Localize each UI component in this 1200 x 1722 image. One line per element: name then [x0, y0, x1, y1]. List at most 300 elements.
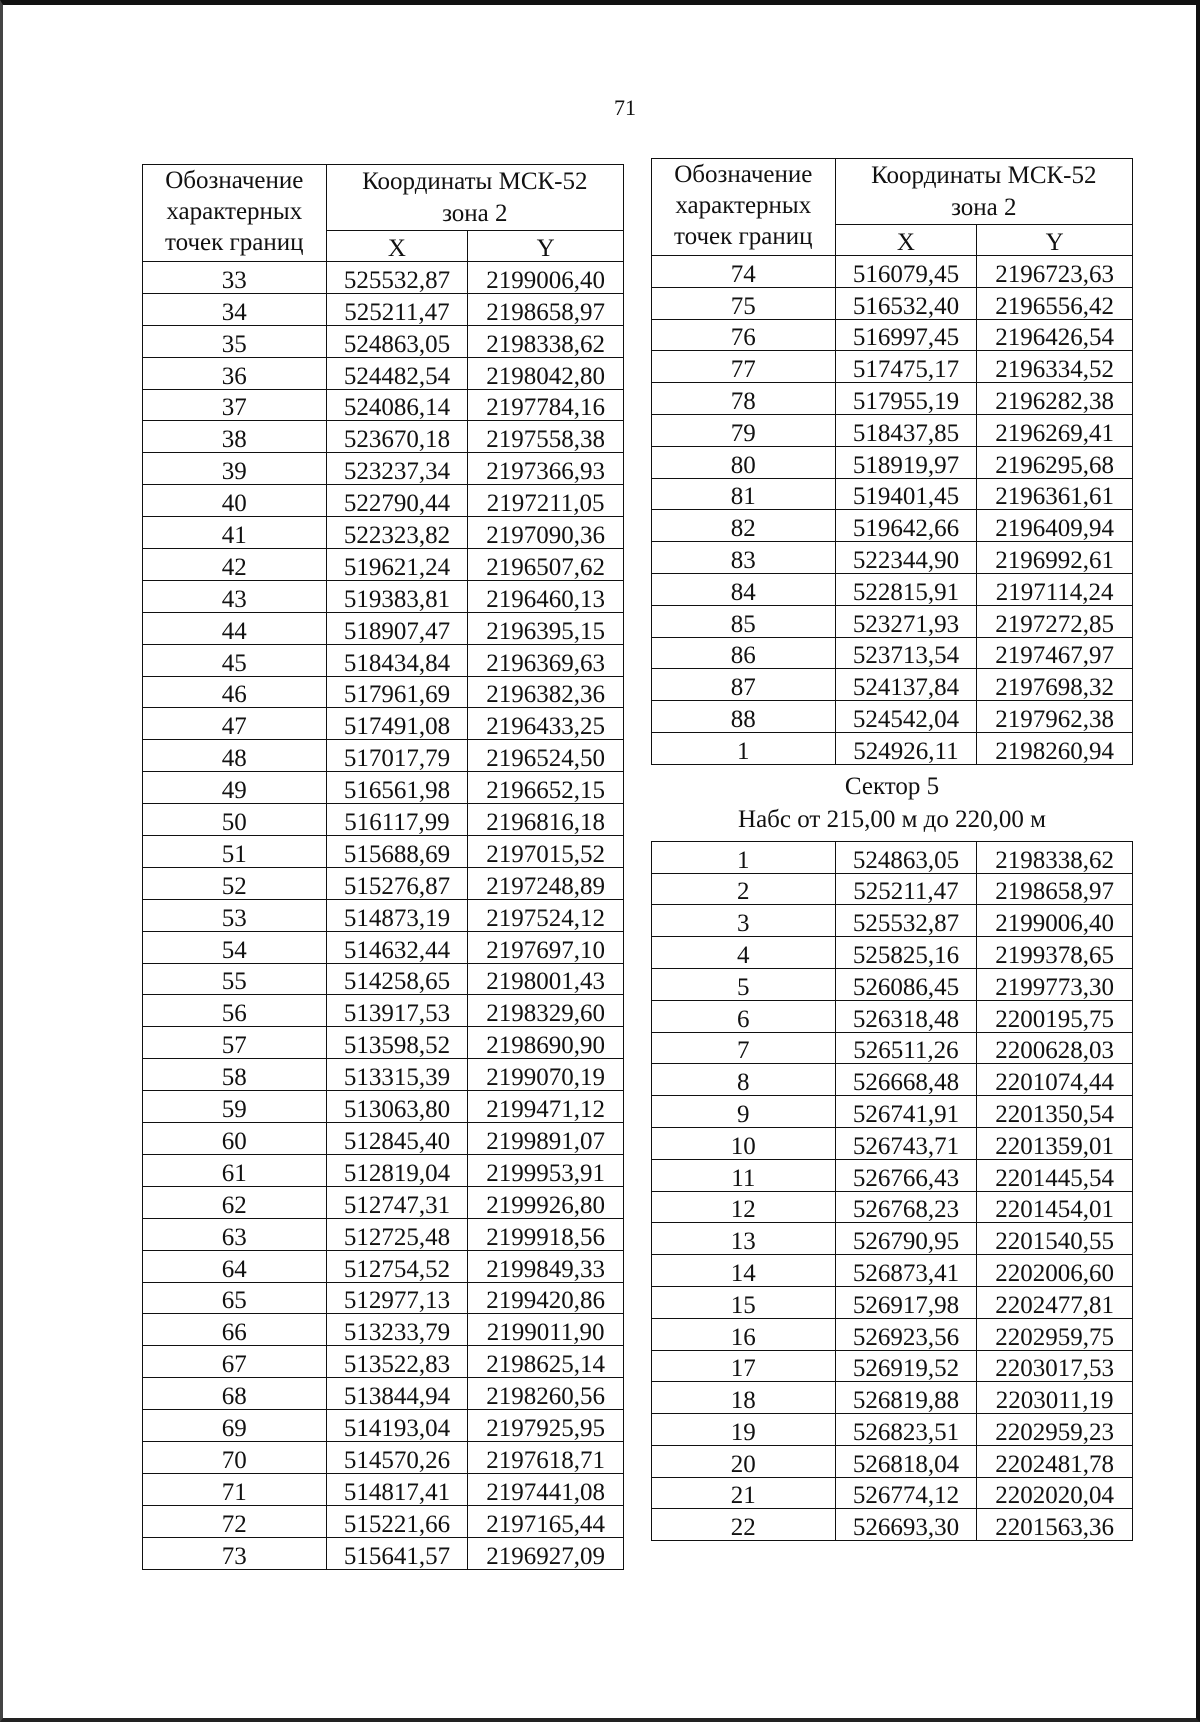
point-id-cell: 74 — [652, 256, 836, 288]
table-row — [652, 1318, 1133, 1350]
table-row — [652, 1191, 1133, 1223]
y-coordinate-cell: 2199011,90 — [468, 1314, 624, 1346]
point-id-cell: 42 — [143, 549, 327, 581]
x-coordinate-cell: 526923,56 — [835, 1318, 977, 1350]
x-coordinate-cell: 515221,66 — [326, 1505, 468, 1537]
x-coordinate-cell: 525532,87 — [835, 905, 977, 937]
y-coordinate-cell: 2197248,89 — [468, 867, 624, 899]
x-coordinate-cell: 519621,24 — [326, 549, 468, 581]
coordinates-table-right — [651, 158, 1133, 1541]
table-row — [652, 414, 1133, 446]
point-id-cell: 86 — [652, 637, 836, 669]
x-coordinate-cell: 514258,65 — [326, 963, 468, 995]
coords-column-header — [835, 159, 1132, 225]
y-coordinate-cell: 2201445,54 — [977, 1159, 1133, 1191]
sector-heading-row — [652, 764, 1133, 841]
table-row — [143, 1378, 624, 1410]
x-coordinate-cell: 526768,23 — [835, 1191, 977, 1223]
y-coordinate-cell: 2198329,60 — [468, 995, 624, 1027]
table-row — [143, 1059, 624, 1091]
point-id-cell: 34 — [143, 293, 327, 325]
point-id-cell: 6 — [652, 1000, 836, 1032]
y-coordinate-cell: 2196524,50 — [468, 740, 624, 772]
x-coordinate-cell: 515641,57 — [326, 1537, 468, 1569]
x-coordinate-cell: 526774,12 — [835, 1477, 977, 1509]
table-row — [652, 542, 1133, 574]
y-coordinate-cell: 2196334,52 — [977, 351, 1133, 383]
point-id-cell: 20 — [652, 1445, 836, 1477]
point-id-cell: 73 — [143, 1537, 327, 1569]
point-id-cell: 69 — [143, 1410, 327, 1442]
table-row — [652, 1445, 1133, 1477]
x-coordinate-cell: 526511,26 — [835, 1032, 977, 1064]
x-column-header: X — [326, 231, 468, 262]
table-row — [143, 676, 624, 708]
y-coordinate-cell: 2196409,94 — [977, 510, 1133, 542]
table-row — [652, 1127, 1133, 1159]
point-id-cell: 1 — [652, 732, 836, 764]
y-coordinate-cell: 2197698,32 — [977, 669, 1133, 701]
x-coordinate-cell: 516561,98 — [326, 772, 468, 804]
y-coordinate-cell: 2197962,38 — [977, 701, 1133, 733]
table-row — [143, 325, 624, 357]
y-coordinate-cell: 2201454,01 — [977, 1191, 1133, 1223]
point-id-cell: 36 — [143, 357, 327, 389]
y-coordinate-cell: 2196816,18 — [468, 804, 624, 836]
point-id-cell: 12 — [652, 1191, 836, 1223]
point-id-cell: 17 — [652, 1350, 836, 1382]
y-column-header: Y — [468, 231, 624, 262]
table-row — [143, 1282, 624, 1314]
y-coordinate-cell: 2202959,75 — [977, 1318, 1133, 1350]
table-row — [143, 262, 624, 294]
point-id-cell: 10 — [652, 1127, 836, 1159]
y-coordinate-cell: 2197165,44 — [468, 1505, 624, 1537]
x-coordinate-cell: 513063,80 — [326, 1091, 468, 1123]
point-id-cell: 8 — [652, 1064, 836, 1096]
x-coordinate-cell: 526819,88 — [835, 1382, 977, 1414]
x-coordinate-cell: 523670,18 — [326, 421, 468, 453]
y-coordinate-cell: 2197524,12 — [468, 899, 624, 931]
x-coordinate-cell: 522323,82 — [326, 517, 468, 549]
y-coordinate-cell: 2198625,14 — [468, 1346, 624, 1378]
x-coordinate-cell: 517017,79 — [326, 740, 468, 772]
y-coordinate-cell: 2196723,63 — [977, 256, 1133, 288]
y-coordinate-cell: 2201350,54 — [977, 1096, 1133, 1128]
y-coordinate-cell: 2199773,30 — [977, 968, 1133, 1000]
y-coordinate-cell: 2196460,13 — [468, 580, 624, 612]
x-coordinate-cell: 519401,45 — [835, 478, 977, 510]
coords-column-header — [326, 165, 623, 231]
table-row — [652, 1286, 1133, 1318]
point-id-cell: 5 — [652, 968, 836, 1000]
y-coordinate-cell: 2201540,55 — [977, 1223, 1133, 1255]
point-id-cell: 48 — [143, 740, 327, 772]
coords-header-line: Координаты МСК-52 — [362, 168, 588, 195]
point-id-cell: 39 — [143, 453, 327, 485]
point-id-cell: 52 — [143, 867, 327, 899]
y-coordinate-cell: 2198042,80 — [468, 357, 624, 389]
x-coordinate-cell: 523271,93 — [835, 605, 977, 637]
table-row — [143, 1091, 624, 1123]
y-coordinate-cell: 2197558,38 — [468, 421, 624, 453]
y-coordinate-cell: 2196433,25 — [468, 708, 624, 740]
x-coordinate-cell: 526693,30 — [835, 1509, 977, 1541]
coords-header-line: Координаты МСК-52 — [871, 162, 1097, 189]
x-coordinate-cell: 526919,52 — [835, 1350, 977, 1382]
point-id-cell: 81 — [652, 478, 836, 510]
sector-subtitle: Набс от 215,00 м до 220,00 м — [738, 805, 1046, 833]
point-id-cell: 64 — [143, 1250, 327, 1282]
sector-heading — [652, 764, 1133, 841]
y-coordinate-cell: 2196361,61 — [977, 478, 1133, 510]
x-coordinate-cell: 525211,47 — [326, 293, 468, 325]
x-coordinate-cell: 526743,71 — [835, 1127, 977, 1159]
y-coordinate-cell: 2199953,91 — [468, 1154, 624, 1186]
x-coordinate-cell: 512725,48 — [326, 1218, 468, 1250]
point-id-cell: 46 — [143, 676, 327, 708]
sector-title: Сектор 5 — [844, 772, 940, 800]
y-coordinate-cell: 2197925,95 — [468, 1410, 624, 1442]
table-row — [143, 931, 624, 963]
x-coordinate-cell: 524542,04 — [835, 701, 977, 733]
y-coordinate-cell: 2198338,62 — [977, 841, 1133, 873]
table-row — [652, 1096, 1133, 1128]
y-coordinate-cell: 2202020,04 — [977, 1477, 1133, 1509]
point-id-cell: 16 — [652, 1318, 836, 1350]
table-row — [143, 389, 624, 421]
table-row — [652, 968, 1133, 1000]
y-coordinate-cell: 2203017,53 — [977, 1350, 1133, 1382]
y-coordinate-cell: 2198690,90 — [468, 1027, 624, 1059]
point-id-cell: 54 — [143, 931, 327, 963]
point-id-cell: 70 — [143, 1441, 327, 1473]
table-row — [143, 421, 624, 453]
point-id-cell: 77 — [652, 351, 836, 383]
table-row — [143, 293, 624, 325]
table-row — [652, 1223, 1133, 1255]
table-row — [143, 549, 624, 581]
point-id-cell: 88 — [652, 701, 836, 733]
x-coordinate-cell: 526790,95 — [835, 1223, 977, 1255]
x-coordinate-cell: 523237,34 — [326, 453, 468, 485]
y-coordinate-cell: 2196927,09 — [468, 1537, 624, 1569]
x-coordinate-cell: 519383,81 — [326, 580, 468, 612]
table-row — [652, 446, 1133, 478]
x-coordinate-cell: 516079,45 — [835, 256, 977, 288]
y-coordinate-cell: 2199918,56 — [468, 1218, 624, 1250]
y-coordinate-cell: 2199849,33 — [468, 1250, 624, 1282]
y-coordinate-cell: 2196382,36 — [468, 676, 624, 708]
point-id-cell: 85 — [652, 605, 836, 637]
point-id-cell: 76 — [652, 319, 836, 351]
y-coordinate-cell: 2198001,43 — [468, 963, 624, 995]
table-row — [143, 517, 624, 549]
table-row — [652, 1382, 1133, 1414]
x-coordinate-cell: 514873,19 — [326, 899, 468, 931]
x-coordinate-cell: 512977,13 — [326, 1282, 468, 1314]
table-row — [143, 485, 624, 517]
point-id-cell: 78 — [652, 383, 836, 415]
table-row — [143, 867, 624, 899]
table-row — [652, 1032, 1133, 1064]
point-id-cell: 83 — [652, 542, 836, 574]
x-coordinate-cell: 526818,04 — [835, 1445, 977, 1477]
x-coordinate-cell: 516532,40 — [835, 287, 977, 319]
point-id-cell: 61 — [143, 1154, 327, 1186]
table-row — [652, 1509, 1133, 1541]
point-id-cell: 49 — [143, 772, 327, 804]
point-id-cell: 82 — [652, 510, 836, 542]
y-coordinate-cell: 2196369,63 — [468, 644, 624, 676]
x-coordinate-cell: 514570,26 — [326, 1441, 468, 1473]
point-id-cell: 18 — [652, 1382, 836, 1414]
table-row — [143, 1154, 624, 1186]
table-row — [143, 1027, 624, 1059]
y-coordinate-cell: 2197784,16 — [468, 389, 624, 421]
x-coordinate-cell: 513233,79 — [326, 1314, 468, 1346]
table-row — [143, 995, 624, 1027]
x-coordinate-cell: 515688,69 — [326, 836, 468, 868]
point-id-cell: 50 — [143, 804, 327, 836]
table-row — [143, 740, 624, 772]
table-row — [652, 383, 1133, 415]
table-row — [652, 351, 1133, 383]
table-row — [652, 637, 1133, 669]
x-coordinate-cell: 526873,41 — [835, 1255, 977, 1287]
point-id-cell: 84 — [652, 573, 836, 605]
table-row — [652, 605, 1133, 637]
x-coordinate-cell: 513598,52 — [326, 1027, 468, 1059]
table-row — [652, 319, 1133, 351]
y-coordinate-cell: 2196652,15 — [468, 772, 624, 804]
point-id-cell: 87 — [652, 669, 836, 701]
points-column-header — [652, 159, 836, 256]
table-row — [143, 1410, 624, 1442]
points-column-header — [143, 165, 327, 262]
y-coordinate-cell: 2203011,19 — [977, 1382, 1133, 1414]
y-coordinate-cell: 2196295,68 — [977, 446, 1133, 478]
x-coordinate-cell: 514632,44 — [326, 931, 468, 963]
y-coordinate-cell: 2198338,62 — [468, 325, 624, 357]
table-row — [143, 357, 624, 389]
x-coordinate-cell: 524863,05 — [835, 841, 977, 873]
point-id-cell: 4 — [652, 937, 836, 969]
x-coordinate-cell: 512754,52 — [326, 1250, 468, 1282]
point-id-cell: 38 — [143, 421, 327, 453]
point-id-cell: 57 — [143, 1027, 327, 1059]
x-coordinate-cell: 518907,47 — [326, 612, 468, 644]
x-coordinate-cell: 512845,40 — [326, 1123, 468, 1155]
points-header-line: Обозначение — [674, 161, 813, 188]
point-id-cell: 55 — [143, 963, 327, 995]
table-row — [652, 1159, 1133, 1191]
x-coordinate-cell: 522790,44 — [326, 485, 468, 517]
x-coordinate-cell: 524863,05 — [326, 325, 468, 357]
y-coordinate-cell: 2200195,75 — [977, 1000, 1133, 1032]
point-id-cell: 58 — [143, 1059, 327, 1091]
table-row — [143, 772, 624, 804]
table-row — [143, 1441, 624, 1473]
y-coordinate-cell: 2202481,78 — [977, 1445, 1133, 1477]
table-row — [652, 905, 1133, 937]
y-coordinate-cell: 2199471,12 — [468, 1091, 624, 1123]
x-coordinate-cell: 518437,85 — [835, 414, 977, 446]
point-id-cell: 51 — [143, 836, 327, 868]
y-coordinate-cell: 2199926,80 — [468, 1186, 624, 1218]
table-row — [652, 573, 1133, 605]
y-coordinate-cell: 2200628,03 — [977, 1032, 1133, 1064]
table-row — [143, 612, 624, 644]
table-row — [652, 287, 1133, 319]
point-id-cell: 59 — [143, 1091, 327, 1123]
y-coordinate-cell: 2197015,52 — [468, 836, 624, 868]
table-row — [652, 510, 1133, 542]
table-row — [143, 836, 624, 868]
point-id-cell: 62 — [143, 1186, 327, 1218]
point-id-cell: 44 — [143, 612, 327, 644]
table-row — [143, 1186, 624, 1218]
y-coordinate-cell: 2199070,19 — [468, 1059, 624, 1091]
point-id-cell: 45 — [143, 644, 327, 676]
point-id-cell: 3 — [652, 905, 836, 937]
x-coordinate-cell: 522344,90 — [835, 542, 977, 574]
table-row — [652, 701, 1133, 733]
y-coordinate-cell: 2196507,62 — [468, 549, 624, 581]
x-coordinate-cell: 524086,14 — [326, 389, 468, 421]
x-coordinate-cell: 524926,11 — [835, 732, 977, 764]
point-id-cell: 22 — [652, 1509, 836, 1541]
point-id-cell: 53 — [143, 899, 327, 931]
point-id-cell: 9 — [652, 1096, 836, 1128]
point-id-cell: 14 — [652, 1255, 836, 1287]
y-coordinate-cell: 2198260,94 — [977, 732, 1133, 764]
point-id-cell: 68 — [143, 1378, 327, 1410]
x-coordinate-cell: 526318,48 — [835, 1000, 977, 1032]
point-id-cell: 33 — [143, 262, 327, 294]
y-coordinate-cell: 2199006,40 — [468, 262, 624, 294]
y-column-header: Y — [977, 225, 1133, 256]
x-coordinate-cell: 526917,98 — [835, 1286, 977, 1318]
table-row — [143, 1250, 624, 1282]
point-id-cell: 2 — [652, 873, 836, 905]
points-header-line: Обозначение — [165, 167, 304, 194]
x-coordinate-cell: 526823,51 — [835, 1414, 977, 1446]
coords-header-line: зона 2 — [442, 200, 508, 227]
table-row — [143, 1346, 624, 1378]
y-coordinate-cell: 2196992,61 — [977, 542, 1133, 574]
point-id-cell: 40 — [143, 485, 327, 517]
y-coordinate-cell: 2199378,65 — [977, 937, 1133, 969]
x-coordinate-cell: 514193,04 — [326, 1410, 468, 1442]
table-row — [652, 937, 1133, 969]
x-coordinate-cell: 513522,83 — [326, 1346, 468, 1378]
table-row — [143, 899, 624, 931]
table-row — [652, 1000, 1133, 1032]
point-id-cell: 35 — [143, 325, 327, 357]
point-id-cell: 47 — [143, 708, 327, 740]
x-coordinate-cell: 513315,39 — [326, 1059, 468, 1091]
x-coordinate-cell: 525211,47 — [835, 873, 977, 905]
y-coordinate-cell: 2197272,85 — [977, 605, 1133, 637]
points-header-line: характерных — [675, 192, 812, 219]
y-coordinate-cell: 2199420,86 — [468, 1282, 624, 1314]
points-header-line: точек границ — [674, 223, 813, 250]
y-coordinate-cell: 2202477,81 — [977, 1286, 1133, 1318]
table-row — [652, 732, 1133, 764]
point-id-cell: 13 — [652, 1223, 836, 1255]
table-row — [143, 1473, 624, 1505]
point-id-cell: 66 — [143, 1314, 327, 1346]
x-coordinate-cell: 526741,91 — [835, 1096, 977, 1128]
y-coordinate-cell: 2196556,42 — [977, 287, 1133, 319]
table-row — [652, 1255, 1133, 1287]
point-id-cell: 56 — [143, 995, 327, 1027]
point-id-cell: 63 — [143, 1218, 327, 1250]
x-coordinate-cell: 516117,99 — [326, 804, 468, 836]
y-coordinate-cell: 2196395,15 — [468, 612, 624, 644]
y-coordinate-cell: 2197114,24 — [977, 573, 1133, 605]
point-id-cell: 41 — [143, 517, 327, 549]
y-coordinate-cell: 2196282,38 — [977, 383, 1133, 415]
x-coordinate-cell: 517491,08 — [326, 708, 468, 740]
x-coordinate-cell: 525532,87 — [326, 262, 468, 294]
x-coordinate-cell: 522815,91 — [835, 573, 977, 605]
y-coordinate-cell: 2198658,97 — [468, 293, 624, 325]
table-row — [652, 1477, 1133, 1509]
x-coordinate-cell: 526668,48 — [835, 1064, 977, 1096]
coords-header-line: зона 2 — [951, 194, 1017, 221]
table-row — [143, 1314, 624, 1346]
point-id-cell: 72 — [143, 1505, 327, 1537]
point-id-cell: 1 — [652, 841, 836, 873]
table-row — [143, 580, 624, 612]
table-row — [652, 873, 1133, 905]
point-id-cell: 71 — [143, 1473, 327, 1505]
x-coordinate-cell: 513917,53 — [326, 995, 468, 1027]
page-number: 71 — [614, 95, 636, 120]
table-row — [143, 453, 624, 485]
x-coordinate-cell: 524482,54 — [326, 357, 468, 389]
x-coordinate-cell: 518434,84 — [326, 644, 468, 676]
table-row — [143, 1123, 624, 1155]
y-coordinate-cell: 2196426,54 — [977, 319, 1133, 351]
point-id-cell: 37 — [143, 389, 327, 421]
table-row — [143, 1218, 624, 1250]
point-id-cell: 11 — [652, 1159, 836, 1191]
y-coordinate-cell: 2198658,97 — [977, 873, 1133, 905]
table-row — [652, 1064, 1133, 1096]
table-row — [143, 963, 624, 995]
y-coordinate-cell: 2201359,01 — [977, 1127, 1133, 1159]
x-coordinate-cell: 525825,16 — [835, 937, 977, 969]
x-coordinate-cell: 519642,66 — [835, 510, 977, 542]
table-row — [652, 478, 1133, 510]
point-id-cell: 7 — [652, 1032, 836, 1064]
x-coordinate-cell: 523713,54 — [835, 637, 977, 669]
x-coordinate-cell: 516997,45 — [835, 319, 977, 351]
x-coordinate-cell: 512747,31 — [326, 1186, 468, 1218]
table-row — [143, 644, 624, 676]
y-coordinate-cell: 2198260,56 — [468, 1378, 624, 1410]
y-coordinate-cell: 2197366,93 — [468, 453, 624, 485]
x-coordinate-cell: 512819,04 — [326, 1154, 468, 1186]
y-coordinate-cell: 2197618,71 — [468, 1441, 624, 1473]
y-coordinate-cell: 2199891,07 — [468, 1123, 624, 1155]
point-id-cell: 79 — [652, 414, 836, 446]
point-id-cell: 67 — [143, 1346, 327, 1378]
table-row — [143, 1537, 624, 1569]
